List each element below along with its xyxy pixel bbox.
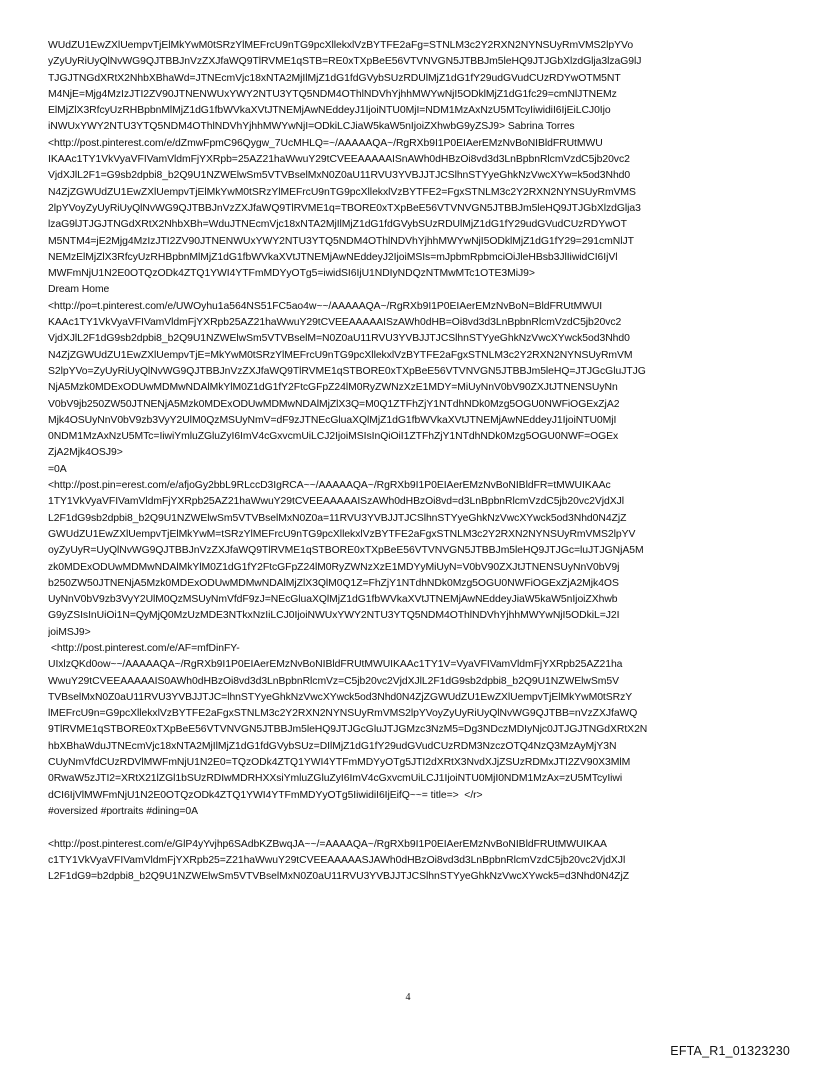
- text-line: dCI6IjVlMWFmNjU1N2E0OTQzODk4ZTQ1YWI4YTFmMDYyOTg5IiwidiI6IjEifQ~~= title=> </r>: [48, 789, 483, 801]
- bates-number: EFTA_R1_01323230: [670, 1044, 790, 1058]
- text-line: ElMjZlX3RfcyUzRHBpbnMlMjZ1dG1fbWVkaXVtJTNEMjAwNEddeyJ1IjoiNTU0MjI=NDM1MzAxNzU5MTcyIiwidiI6IjEiLCJ0Ijo: [48, 105, 611, 117]
- text-line: TJGJTNGdXRtX2NhbXBhaWd=JTNEcmVjc18xNTA2MjIlMjZ1dG1fdGVybSUzRDUlMjZ1dG1fY29udGVudCUzRDYwOTM5NT: [48, 72, 621, 84]
- text-line: WwuY29tCVEEAAAAAIS0AWh0dHBzOi8vd3d3LnBpbnRlcmVz=C5jb20vc2VjdXJlL2F1dG9sb2dpbi8_b2Q9U1NZWElwSm5V: [48, 675, 619, 687]
- text-line: L2F1dG9=b2dpbi8_b2Q9U1NZWElwSm5VTVBselMxN0Z0aU11RVU3YVBJJTJCSlhnSTYyeGhkNzVwcXYwck5=d3Nhd0N4ZjZ: [48, 871, 630, 883]
- text-line: VjdXJlL2F1=G9sb2dpbi8_b2Q9U1NZWElwSm5VTVBselMxN0Z0aU11RVU3YVBJJTJCSlhnSTYyeGhkNzVwcXYw=k5od3Nhd0: [48, 170, 631, 182]
- text-line: V0bV9jb250ZW50JTNENjA5Mzk0MDExODUwMDMwNDAlMjZlX3Q=M0Q1ZTFhZjY1NTdhNDk0Mzg5OGU0NWFiOGExZjA2: [48, 398, 620, 410]
- text-line: =0A: [48, 463, 67, 475]
- text-line: UyNnV0bV9zb3VyY2UlM0QzMSUyNmVfdF9zJ=NEcGluaXQlMjZ1dG1fbWVkaXVtJTNEMjAwNEddeyJiaW5kaW5nIjoiZXhwb: [48, 594, 618, 606]
- text-line: L2F1dG9sb2dpbi8_b2Q9U1NZWElwSm5VTVBselMxN0Z0a=11RVU3YVBJJTJCSlhnSTYyeGhkNzVwcXYwck5od3Nhd0N4ZjZ: [48, 512, 627, 524]
- text-line: lMEFrcU9n=G9pcXllekxlVzBYTFE2aFgxSTNLM3c2Y2RXN2NYNSUyRmVMS2lpYVoyZyUyRiUyQlNvWG9QJTBB=nVzZXJfaWQ: [48, 708, 638, 720]
- text-line: <http://post.pinterest.com/e/GlP4yYvjhp6SAdbKZBwqJA~~/=AAAAQA~/RgRXb9I1P0EIAerEMzNvBoNIBldFRUtMWUIKAA: [48, 838, 607, 850]
- text-line: G9yZSIsInUiOi1N=QyMjQ0MzUzMDE3NTkxNzIiLCJ0IjoiNWUxYWY2NTU3YTQ5NDM4OThlNDVhYjhhMWYwNjI5ODkiL=J2I: [48, 610, 620, 622]
- text-line: Mjk4OSUyNnV0bV9zb3VyY2UlM0QzMSUyNmV=dF9zJTNEcGluaXQlMjZ1dG1fbWVkaXVtJTNEMjAwNEddeyJ1IjoiNTU0MjI: [48, 414, 617, 426]
- text-line: VjdXJlL2F1dG9sb2dpbi8_b2Q9U1NZWElwSm5VTVBselM=N0Z0aU11RVU3YVBJJTJCSlhnSTYyeGhkNzVwcXYwck5od3Nhd0: [48, 333, 630, 345]
- text-line: hbXBhaWduJTNEcmVjc18xNTA2MjIlMjZ1dG1fdGVybSUz=DIlMjZ1dG1fY29udGVudCUzRDM3NzczOTQ4NzQ3MzAyMjY3N: [48, 740, 617, 752]
- text-line: yZyUyRiUyQlNvWG9QJTBBJnVzZXJfaWQ9TlRVME1qSTB=RE0xTXpBeE56VTVNVGN5JTBBJm5leHQ9JTJGbXlzdGlja3lzaG9lJ: [48, 56, 642, 68]
- text-line: GWUdZU1EwZXlUempvTjElMkYwM=tSRzYlMEFrcU9nTG9pcXllekxlVzBYTFE2aFgxSTNLM3c2Y2RXN2NYNSUyRmVMS2lpYV: [48, 528, 636, 540]
- text-line: CUyNmVfdCUzRDVlMWFmNjU1N2E0=TQzODk4ZTQ1YWI4YTFmMDYyOTg5JTI2dXRtX3NvdXJjZSUzRDMxJTI2ZV90X3MlM: [48, 757, 631, 769]
- text-line: <http://post.pinterest.com/e/AF=mfDinFY-: [48, 642, 240, 654]
- text-line: c1TY1VkVyaVFIVamVldmFjYXRpb25=Z21haWwuY29tCVEEAAAAASJAWh0dHBzOi8vd3d3LnBpbnRlcmVzdC5jb20vc2VjdXJl: [48, 854, 626, 866]
- text-line: [48, 820, 770, 836]
- text-line: 9TlRVME1qSTBORE0xTXpBeE56VTVNVGN5JTBBJm5leHQ9JTJGcGluJTJGMzc3NzM5=Dg3NDczMDIyNjc0JTJGJTNGdXRtX2N: [48, 724, 648, 736]
- text-line: <http://post.pin=erest.com/e/afjoGy2bbL9RLccD3IgRCA~~/AAAAAQA~/RgRXb9I1P0EIAerEMzNvBoNIBldFR=tMWUIKAAc: [48, 480, 611, 492]
- text-line: S2lpYVo=ZyUyRiUyQlNvWG9QJTBBJnVzZXJfaWQ9TlRVME1qSTBORE0xTXpBeE56VTVNVGN5JTBBJm5leHQ=JTJGcGluJTJG: [48, 365, 646, 377]
- text-line: IKAAc1TY1VkVyaVFIVamVldmFjYXRpb=25AZ21haWwuY29tCVEEAAAAAISnAWh0dHBzOi8vd3d3LnBpbnRlcmVzdC5jb20vc2: [48, 154, 630, 166]
- text-line: MWFmNjU1N2E0OTQzODk4ZTQ1YWI4YTFmMDYyOTg5=iwidSI6IjU1NDIyNDQzNTMwMTc1OTE3MiJ9>: [48, 268, 535, 280]
- text-line: b250ZW50JTNENjA5Mzk0MDExODUwMDMwNDAlMjZlX3QlM0Q1Z=FhZjY1NTdhNDk0Mzg5OGU0NWFiOGExZjA2Mjk4OS: [48, 577, 619, 589]
- page-number: 4: [405, 992, 411, 1003]
- text-line: TVBselMxN0Z0aU11RVU3YVBJJTJC=lhnSTYyeGhkNzVwcXYwck5od3Nhd0N4ZjZGWUdZU1EwZXlUempvTjElMkYwM0tSRzY: [48, 691, 633, 703]
- text-line: N4ZjZGWUdZU1EwZXlUempvTjElMkYwM0tSRzYlMEFrcU9nTG9pcXllekxlVzBYTFE2=FgxSTNLM3c2Y2RXN2NYNSUyRmVMS: [48, 186, 636, 198]
- text-line: Dream Home: [48, 284, 110, 296]
- text-line: oyZyUyR=UyQlNvWG9QJTBBJnVzZXJfaWQ9TlRVME1qSTBORE0xTXpBeE56VTVNVGN5JTBBJm5leHQ9JTJGc=luJTJGNjA5M: [48, 545, 644, 557]
- document-body: [48, 38, 770, 885]
- text-line: 0NDM1MzAxNzU5MTc=IiwiYmluZGluZyI6ImV4cGxvcmUiLCJ2IjoiMSIsInQiOiI1ZTFhZjY1NTdhNDk0Mzg5OGU0NWF=OGEx: [48, 431, 619, 443]
- text-line: N4ZjZGWUdZU1EwZXlUempvTjE=MkYwM0tSRzYlMEFrcU9nTG9pcXllekxlVzBYTFE2aFgxSTNLM3c2Y2RXN2NYNSUyRmVM: [48, 349, 633, 361]
- text-line: ZjA2Mjk4OSJ9>: [48, 447, 123, 459]
- text-line: M5NTM4=jE2Mjg4MzIzJTI2ZV90JTNENWUxYWY2NTU3YTQ5NDM4OThlNDVhYjhhMWYwNjI5ODklMjZ1dG1fY29=291cmNlJT: [48, 235, 634, 247]
- text-line: WUdZU1EwZXlUempvTjElMkYwM0tSRzYlMEFrcU9nTG9pcXllekxlVzBYTFE2aFg=STNLM3c2Y2RXN2NYNSUyRmVMS2lpYVo: [48, 40, 634, 51]
- text-line: M4NjE=Mjg4MzIzJTI2ZV90JTNENWUxYWY2NTU3YTQ5NDM4OThlNDVhYjhhMWYwNjI5ODklMjZ1dG1fc29=cmNlJTNEMz: [48, 88, 617, 100]
- text-line: #oversized #portraits #dining=0A: [48, 805, 199, 817]
- text-line: joiMSJ9>: [48, 626, 91, 638]
- text-line: <http://po=t.pinterest.com/e/UWOyhu1a564NS51FC5ao4w~~/AAAAAQA~/RgRXb9I1P0EIAerEMzNvBoN=BldFRUtMWUI: [48, 300, 603, 312]
- text-line: 0RwaW5zJTI2=XRtX21lZGl1bSUzRDIwMDRHXXsiYmluZGluZyI6ImV4cGxvcmUiLCJ1IjoiNTU0MjI0NDM1MzAx=zU5MTcyIiwi: [48, 773, 623, 785]
- text-line: <http://post.pinterest.com/e/dZmwFpmC96Qygw_7UcMHLQ=~/AAAAAQA~/RgRXb9I1P0EIAerEMzNvBoNIBldFRUtMWU: [48, 137, 603, 149]
- text-line: KAAc1TY1VkVyaVFIVamVldmFjYXRpb25AZ21haWwuY29tCVEEAAAAAISzAWh0dHB=Oi8vd3d3LnBpbnRlcmVzdC5jb20vc2: [48, 317, 622, 329]
- text-line: 2lpYVoyZyUyRiUyQlNvWG9QJTBBJnVzZXJfaWQ9TlRVME1q=TBORE0xTXpBeE56VTVNVGN5JTBBJm5leHQ9JTJGbXlzdGlja3: [48, 202, 641, 214]
- text-line: NjA5Mzk0MDExODUwMDMwNDAlMkYlM0Z1dG1fY2FtcGFpZ24lM0RyZWNzXzE1MDY=MiUyNnV0bV90ZXJtJTNENSUyNn: [48, 382, 618, 394]
- text-line: zk0MDExODUwMDMwNDAlMkYlM0Z1dG1fY2FtcGFpZ24lM0RyZWNzXzE1MDYyMiUyN=V0bV90ZXJtJTNENSUyNnV0bV9j: [48, 561, 620, 573]
- text-line: lzaG9lJTJGJTNGdXRtX2NhbXBh=WduJTNEcmVjc18xNTA2MjIlMjZ1dG1fdGVybSUzRDUlMjZ1dG1fY29udGVudCUzRDYwOT: [48, 219, 627, 231]
- text-line: 1TY1VkVyaVFIVamVldmFjYXRpb25AZ21haWwuY29tCVEEAAAAAISzAWh0dHBzOi8vd=d3LnBpbnRlcmVzdC5jb20vc2VjdXJl: [48, 496, 625, 508]
- text-line: iNWUxYWY2NTU3YTQ5NDM4OThlNDVhYjhhMWYwNjI=ODkiLCJiaW5kaW5nIjoiZXhwbG9yZSJ9> Sabrina Torres: [48, 121, 575, 133]
- text-line: UIxlzQKd0ow~~/AAAAAQA~/RgRXb9I1P0EIAerEMzNvBoNIBldFRUtMWUIKAAc1TY1V=VyaVFIVamVldmFjYXRpb25AZ21ha: [48, 659, 623, 671]
- text-line: NEMzElMjZlX3RfcyUzRHBpbnMlMjZ1dG1fbWVkaXVtJTNEMjAwNEddeyJ2IjoiMSIs=mJpbmRpbmciOiJleHBsb3JlIiwidCI6IjVl: [48, 251, 618, 263]
